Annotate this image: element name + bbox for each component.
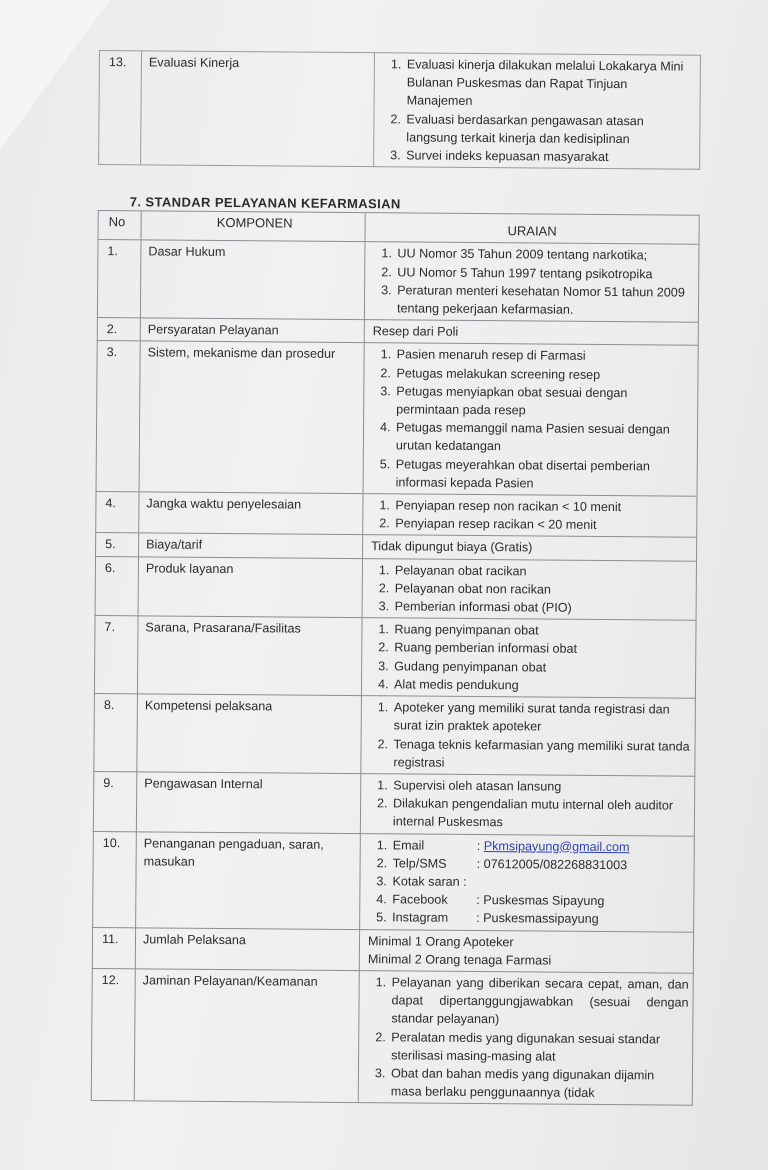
list-item: 4. Alat medis pendukung [392,675,691,696]
table-row [96,341,698,496]
list-item: 3. Petugas menyiapkan obat sesuai dengan permintaan pada resep [394,382,693,421]
instagram-label: Instagram [392,910,449,926]
list-item: 2. Dilakukan pengendalian mutu internal oleh auditor internal Puskesmas [391,794,690,833]
row-komponen: Penanganan pengaduan, saran, masukan [136,831,361,929]
table-row [94,694,696,777]
list-item: 2. Pelayanan obat non racikan [393,579,692,600]
row-komponen: Jangka waktu penyelesaian [139,492,363,535]
table-header-row [98,211,699,245]
section-title: 7. STANDAR PELAYANAN KEFARMASIAN [129,194,401,212]
row-komponen: Kompetensi pelaksana [137,694,362,774]
table-row [93,831,695,932]
row-uraian: Resep dari Poli [364,320,698,346]
list-item [390,909,689,930]
table-row [92,927,693,973]
pharmacy-standards-table [91,210,700,1106]
list-item: 4. Petugas memanggil nama Pasien sesuai dengan urutan kedatangan [394,419,693,458]
telp-value: : 07612005/082268831003 [476,856,628,872]
table-row [91,968,693,1105]
row-uraian [358,971,693,1106]
row-number: 3. [96,341,140,492]
row-komponen: Pengawasan Internal [136,772,360,833]
row-uraian [360,833,695,932]
list-item: 5. Petugas meyerahkan obat disertai pemberian informasi kepada Pasien [394,455,693,494]
line: Minimal 2 Orang tenaga Farmasi [367,951,552,968]
list-item: 3. Gudang penyimpanan obat [392,657,691,678]
previous-table-fragment [98,50,701,170]
list-item: 1. Supervisi oleh atasan lansung [391,776,690,797]
row-komponen: Produk layanan [138,556,362,617]
list-item: 1. Pelayanan obat racikan [393,561,692,582]
email-label: Email [392,837,425,853]
row-number: 4. [96,492,139,534]
table-row [94,616,696,699]
instagram-value: : Puskesmassipayung [476,911,599,927]
row-komponen: Jumlah Pelaksana [135,927,359,970]
row-komponen: Biaya/tarif [139,533,363,558]
table-row [95,556,696,620]
row-number: 7. [94,616,138,694]
row-number: 11. [92,927,135,969]
header-uraian: URAIAN [365,213,699,245]
list-item: 1. Apoteker yang memiliki surat tanda registrasi dan surat izin praktek apoteker [392,698,691,737]
list-item: 3. Survei indeks kepuasan masyarakat [404,146,695,166]
row-number: 9. [93,771,136,831]
row-number: 2. [97,318,140,342]
row-komponen: Sarana, Prasarana/Fasilitas [137,616,362,696]
row-number: 1. [97,240,141,318]
row-komponen: Dasar Hukum [140,240,365,320]
list-item: 2. Evaluasi berdasarkan pengawasan atasan langsung terkait kinerja dan kedisiplinan [404,110,695,149]
header-komponen: KOMPONEN [141,211,365,242]
list-item: 1. Pasien menaruh resep di Farmasi [395,346,694,367]
list-item [391,836,690,857]
colon: : [476,838,481,853]
row-number: 8. [94,694,138,772]
list-item [390,872,689,893]
row-komponen: Jaminan Pelayanan/Keamanan [134,969,359,1103]
list-item: 2. Peralatan medis yang digunakan sesuai standar sterilisasi masing-masing alat [389,1028,688,1067]
list-item: 1. Pelayanan yang diberikan secara cepat, aman, dan dapat dipertanggungjawabkan (sesuai dengan standar pelayanan) [389,973,688,1030]
line: Minimal 1 Orang Apoteker [367,933,514,949]
list-item: 2. Tenaga teknis kefarmasian yang memiliki surat tanda registrasi [391,735,690,774]
list-item: 2. Penyiapan resep racikan < 20 menit [393,515,692,536]
row-number: 10. [93,831,137,927]
document-sheet [91,50,701,1106]
list-item: 2. Ruang pemberian informasi obat [392,639,691,660]
row-uraian [361,618,696,698]
list-item: 1. Evaluasi kinerja dilakukan melalui Lokakarya Mini Bulanan Puskesmas dan Rapat Tinjuan Manajemen [405,55,696,112]
list-item: 3. Peraturan menteri kesehatan Nomor 51 tahun 2009 tentang pekerjaan kefarmasian. [395,281,694,320]
header-no: No [98,211,141,241]
row-number: 5. [96,533,139,557]
list-item: 2. Petugas melakukan screening resep [394,364,693,385]
row-komponen: Evaluasi Kinerja [141,51,375,167]
list-item: 2. UU Nomor 5 Tahun 1997 tentang psikotropika [395,263,694,284]
row-uraian [363,494,697,538]
row-number: 13. [99,51,142,166]
row-komponen: Sistem, mekanisme dan prosedur [139,341,364,493]
table-row [97,240,699,323]
row-uraian [374,53,701,170]
list-item [391,854,690,875]
table-row [99,51,701,170]
row-uraian [361,696,696,776]
row-uraian [363,343,698,496]
row-komponen: Persyaratan Pelayanan [140,318,364,343]
list-item: 1. Ruang penyimpanan obat [392,621,691,642]
list-item: 1. UU Nomor 35 Tahun 2009 tentang narkotika; [395,245,694,266]
kotak-saran-label: Kotak saran : [392,874,467,889]
row-number: 12. [91,968,135,1101]
row-uraian [364,242,699,322]
row-uraian [359,929,693,973]
list-item [390,890,689,911]
table-row [96,492,697,538]
row-uraian: Tidak dipungut biaya (Gratis) [363,535,697,561]
list-item: 3. Obat dan bahan medis yang digunakan dijamin masa berlaku penggunaannya (tidak [389,1064,688,1103]
facebook-label: Facebook [392,892,448,907]
facebook-value: : Puskesmas Sipayung [476,893,605,909]
list-item: 3. Pemberian informasi obat (PIO) [393,597,692,618]
row-number: 6. [95,556,138,616]
email-link[interactable]: Pkmsipayung@gmail.com [483,838,630,854]
paper-fold-corner [0,0,110,150]
telp-label: Telp/SMS [392,856,447,871]
table-row [93,771,694,835]
list-item: 1. Penyiapan resep non racikan < 10 menit [393,496,692,517]
row-uraian [362,558,696,620]
row-uraian [360,773,694,835]
